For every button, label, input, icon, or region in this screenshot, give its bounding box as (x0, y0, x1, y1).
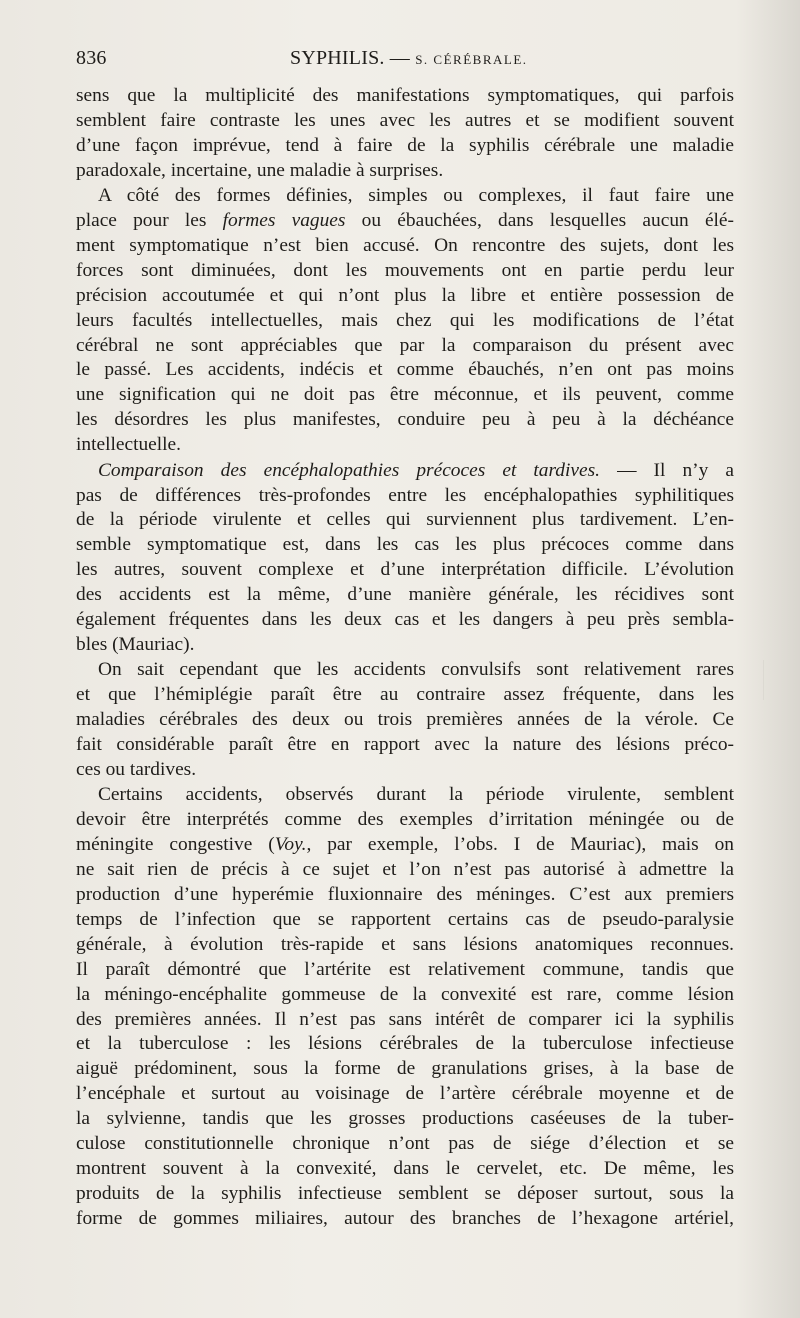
running-head (290, 47, 528, 70)
page-header (76, 47, 734, 77)
line: bles (Mauriac). (76, 633, 195, 655)
line: cérébral ne sont appréciables que par la comparaison du présent avec (76, 334, 734, 356)
italic-term: Voy. (274, 834, 307, 856)
line: et la tuberculose : les lésions cérébrales de la tuberculose infectieuse (76, 1033, 734, 1055)
line: production d’une hyperémie fluxionnaire des méninges. C’est aux premiers (76, 884, 734, 905)
line: ne sait rien de précis à ce sujet et l’on n’est pas autorisé à admettre la (76, 859, 734, 881)
italic-term: formes vagues (222, 210, 346, 232)
line: précision accoutumée et qui n’ont plus la libre et entière possession de (76, 284, 734, 306)
line: de la période virulente et celles qui surviennent plus tardivement. L’en- (76, 509, 734, 531)
line: A côté des formes définies, simples ou complexes, il faut faire une (98, 185, 734, 207)
text-run: — Il n’y a (600, 459, 734, 481)
line: culose constitutionnelle chronique n’ont pas de siége d’élection et se (76, 1133, 734, 1155)
line: produits de la syphilis infectieuse semblent se déposer surtout, sous la (76, 1182, 734, 1204)
line: sens que la multiplicité des manifestations symptomatiques, qui parfois (76, 85, 734, 106)
line: le passé. Les accidents, indécis et comme ébauchés, n’en ont pas moins (76, 359, 734, 381)
line: une signification qui ne doit pas être méconnue, et ils peuvent, comme (76, 384, 734, 406)
line: Certains accidents, observés durant la période virulente, semblent (98, 784, 734, 806)
line: aiguë prédominent, sous la forme de granulations grises, à la base de (76, 1058, 734, 1080)
line: la méningo-encéphalite gommeuse de la convexité est rare, comme lésion (76, 983, 734, 1005)
line (76, 209, 734, 234)
line: les désordres les plus manifestes, conduire peu à peu à la déchéance (76, 409, 734, 431)
line: pas de différences très-profondes entre les encéphalopathies syphilitiques (76, 484, 734, 506)
line: également fréquentes dans les deux cas et les dangers à peu près sembla- (76, 609, 734, 631)
line: leurs facultés intellectuelles, mais chez qui les modifications de l’état (76, 309, 734, 331)
page-number: 836 (76, 47, 107, 69)
body-text (76, 84, 734, 1232)
line: ment symptomatique n’est bien accusé. On rencontre des sujets, dont les (76, 234, 734, 256)
text-run: ou ébauchées, dans lesquelles aucun élé- (345, 210, 734, 232)
line: On sait cependant que les accidents convulsifs sont relativement rares (98, 659, 734, 681)
line: intellectuelle. (76, 434, 181, 456)
section-heading: Comparaison des encéphalopathies précoces et tardives. (98, 459, 600, 481)
line: maladies cérébrales des deux ou trois premières années de la vérole. Ce (76, 709, 734, 731)
line: forces sont diminuées, dont les mouvements ont en partie perdu leur (76, 259, 734, 281)
line: semble symptomatique est, dans les cas les plus précoces comme dans (76, 534, 734, 556)
line: la sylvienne, tandis que les grosses productions caséeuses de la tuber- (76, 1108, 734, 1130)
line: des accidents est la même, d’une manière générale, les récidives sont (76, 584, 734, 606)
line: forme de gommes miliaires, autour des branches de l’hexagone artériel, (76, 1207, 734, 1229)
section-heading-line (76, 459, 734, 484)
line: montrent souvent à la convexité, dans le cervelet, etc. De même, les (76, 1157, 734, 1179)
running-head-subtitle: S. CÉRÉBRALE. (415, 52, 528, 67)
line: des premières années. Il n’est pas sans intérêt de comparer ici la syphilis (76, 1008, 734, 1030)
line: paradoxale, incertaine, une maladie à surprises. (76, 159, 444, 181)
line: temps de l’infection que se rapportent certains cas de pseudo-paralysie (76, 908, 734, 930)
line: semblent faire contraste les unes avec les autres et se modifient souvent (76, 109, 734, 131)
line: et que l’hémiplégie paraît être au contraire assez fréquente, dans les (76, 684, 734, 706)
text-run: méningite congestive ( (76, 834, 275, 856)
line: générale, à évolution très-rapide et sans lésions anatomiques reconnues. (76, 933, 734, 955)
line: ces ou tardives. (76, 758, 197, 780)
line: Il paraît démontré que l’artérite est relativement commune, tandis que (76, 958, 734, 980)
line: devoir être interprétés comme des exemples d’irritation méningée ou de (76, 809, 734, 831)
page-edge-shadow (763, 660, 782, 700)
line: fait considérable paraît être en rapport avec la nature des lésions préco- (76, 734, 734, 756)
text-run: , par exemple, l’obs. I de Mauriac), mais on (306, 834, 734, 856)
running-head-title: SYPHILIS. — (290, 47, 410, 69)
line: les autres, souvent complexe et d’une interprétation difficile. L’évolution (76, 559, 734, 581)
text-run: place pour les (76, 210, 223, 232)
line: d’une façon imprévue, tend à faire de la syphilis cérébrale une maladie (76, 134, 734, 156)
line (76, 833, 734, 858)
line: l’encéphale et surtout au voisinage de l’artère cérébrale moyenne et de (76, 1083, 734, 1105)
